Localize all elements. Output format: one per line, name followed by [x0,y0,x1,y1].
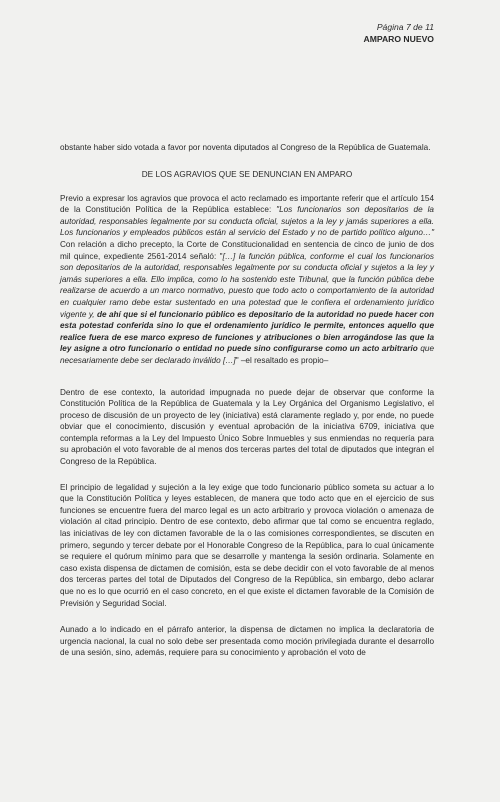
court-quote-emphasis: de ahí que si el funcionario público es depositario de la autoridad no puede hacer con esta potestad conferida sino lo que el ordenamiento jurídico le permite, entonces aquello que realice fuera de ese marco expreso de funciones y atribuciones o bien arrogándose las que la ley asigne a otro funcionario o entidad no puede sino configurarse como un acto arbitrario [60,309,434,354]
text-segment: " –el resaltado es propio– [235,355,329,365]
constitution-quote: "Los funcionarios son depositarios de la autoridad, responsables legalmente por su conducta oficial, sujetos a la ley y jamás superiores a ella. Los funcionarios y empleados públicos están al servicio del Estado y no de partido político alguno…" [60,205,434,238]
page-header [363,21,434,45]
paragraph-legality-principle: El principio de legalidad y sujeción a la ley exige que todo funcionario público someta su actuar a lo que la Constitución Política y leyes establecen, de manera que todo acto que en el ejercicio de sus funciones se encuentre fuera del marco legal es un acto arbitrario y provoca violación o amenaza de violación al citad principio. Dentro de ese contexto, debo afirmar que tal como se encuentra reglado, las iniciativas de ley con dictamen favorable de la o las comisiones correspondientes, se discuten en primero, segundo y tercer debate por el Honorable Congreso de la República, para lo cual únicamente se requiere el quórum mínimo para que se desarrolle y mantenga la sesión ordinaria. Solamente en caso exista dispensa de dictamen de comisión, esta se debe decidir con el voto favorable de al menos dos terceras partes del total de Diputados del Congreso de la República, sin embargo, debo aclarar que no es lo que ocurrió en el caso concreto, en el que existe el dictamen favorable de la Comisión de Previsión y Seguridad Social. [60,482,434,608]
section-heading: DE LOS AGRAVIOS QUE SE DENUNCIAN EN AMPARO [141,169,353,179]
text-segment: Con relación a dicho precepto, la Corte de Constitucionalidad en sentencia de cinco de junio de dos mil quince, expediente 2561-2014 señaló: " [60,239,434,261]
court-quote-end: que necesariamente debe ser declarado inválido […] [60,344,435,365]
court-quote: […] la función pública, conforme el cual los funcionarios son depositarios de la autoridad, responsables legalmente por su conducta oficial y sujetos a la ley y jamás superiores a ella. Ello implica, como lo ha sostenido este Tribunal, que la función pública debe realizarse de acuerdo a un marco normativo, puesto que todo acto o comportamiento de la autoridad en cualquier ramo debe estar sustentado en una potestad que le confiera el ordenamiento jurídico vigente y, [60,251,434,319]
paragraph-dispensa: Aunado a lo indicado en el párrafo anterior, la dispensa de dictamen no implica la declaratoria de urgencia nacional, la cual no solo debe ser presentada como moción privilegiada durante el desarrollo de una sesión, sino, además, requiere para su conocimiento y aprobación el voto de [60,625,434,658]
paragraph-agravios-intro [60,193,434,367]
document-type: AMPARO NUEVO [363,34,434,44]
page-number: Página 7 de 11 [376,22,434,32]
document-body [60,142,434,659]
paragraph-context: Dentro de ese contexto, la autoridad impugnada no puede dejar de observar que conforme la Constitución Política de la República de Guatemala y la Ley Orgánica del Organismo Legislativo, el proceso de discusión de un proyecto de ley (iniciativa) está claramente reglado y, por ende, no puede obviar que el conocimiento, discusión y eventual aprobación de la iniciativa 6709, iniciativa que contempla reformas a la Ley del Impuesto Único Sobre Inmuebles y sus enmiendas no requería para su aprobación el voto favorable de al menos dos terceras partes del total de diputados que integran el Congreso de la República. [60,387,434,467]
paragraph-continuation: obstante haber sido votada a favor por noventa diputados al Congreso de la República de Guatemala. [60,143,431,152]
text-segment: Previo a expresar los agravios que provoca el acto reclamado es importante referir que el artículo 154 de la Constitución Política de la República establece: [60,193,434,215]
